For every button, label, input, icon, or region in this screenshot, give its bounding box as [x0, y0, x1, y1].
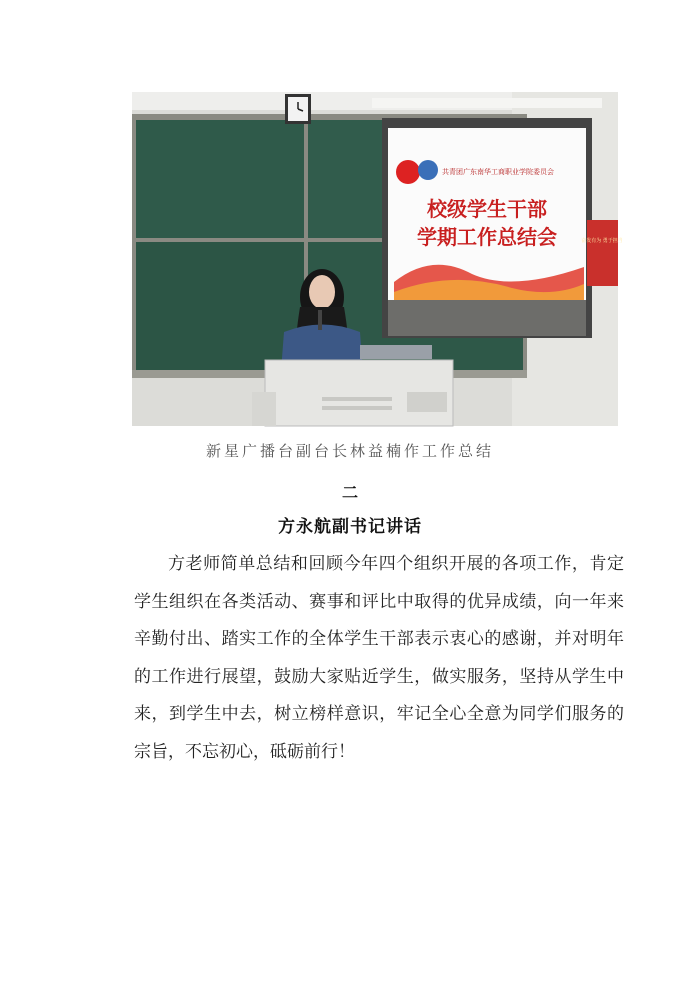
event-photo-scene: [132, 92, 623, 426]
slide-org: 共青团广东南华工商职业学院委员会: [442, 168, 554, 176]
body-paragraph: 方老师简单总结和回顾今年四个组织开展的各项工作，肯定学生组织在各类活动、赛事和评比中取得的优异成绩，向一年来辛勤付出、踏实工作的全体学生干部表示衷心的感谢，并对明年的工作进行展望，鼓励大家贴近学生，做实服务，坚持从学生中来，到学生中去，树立榜样意识，牢记全心全意为同学们服务的宗旨，不忘初心，砥砺前行！: [134, 554, 624, 762]
event-photo: [132, 92, 623, 426]
section-number: 二: [341, 483, 358, 502]
clock-icon: [285, 94, 311, 124]
poster-text: 奋发有为 勇于担当: [581, 238, 623, 244]
projection-screen: [382, 118, 592, 338]
wall-poster: [581, 220, 623, 286]
slide-title-line2: 学期工作总结会: [417, 225, 557, 249]
slide-title-line1: 校级学生干部: [427, 197, 547, 221]
section-title: 方永航副书记讲话: [278, 517, 422, 537]
photo-caption: 新星广播台副台长林益楠作工作总结: [205, 442, 494, 460]
